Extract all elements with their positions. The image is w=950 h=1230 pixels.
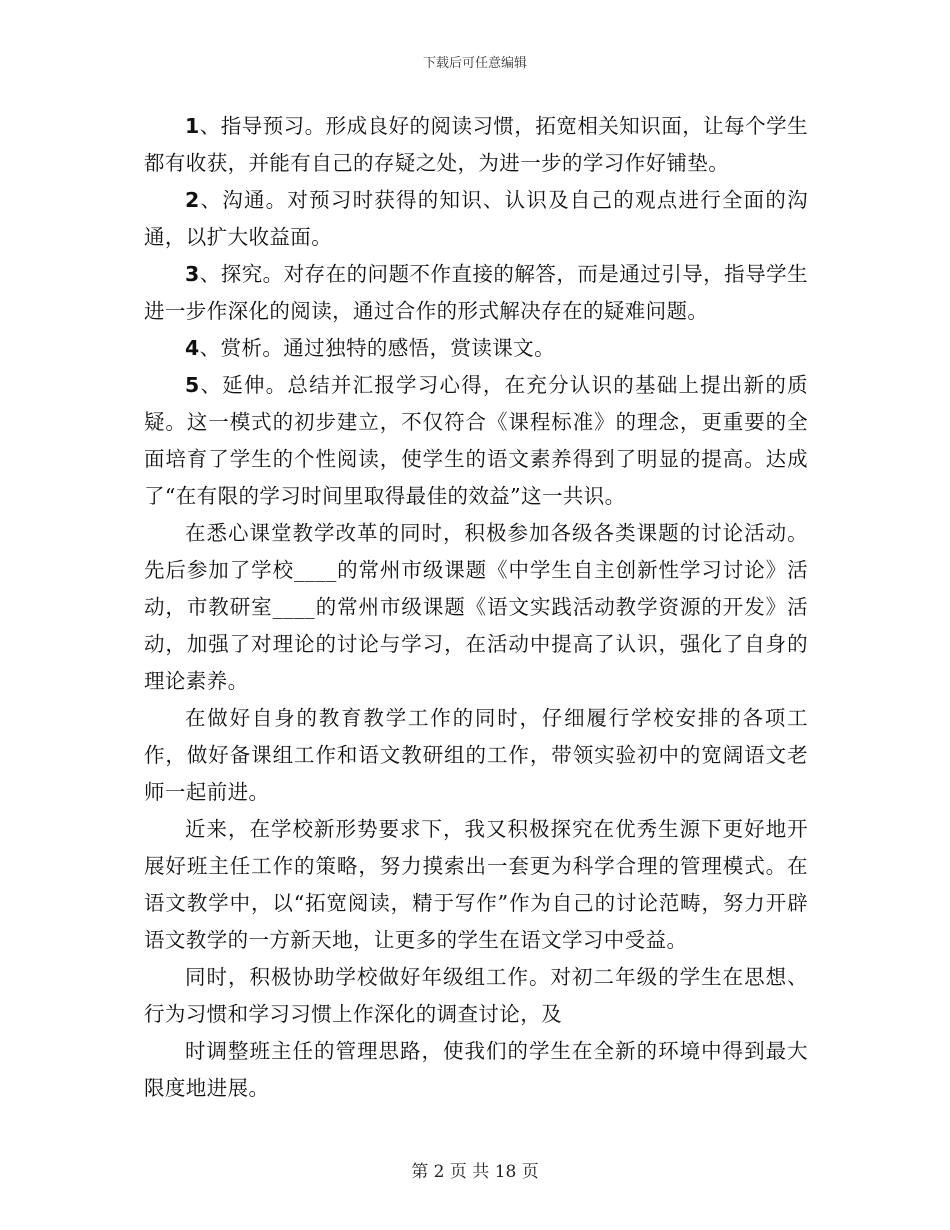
paragraph-3	[144, 256, 808, 330]
page-header: 下载后可任意编辑	[422, 56, 527, 71]
document-body	[144, 108, 808, 1107]
paragraph-text: 、沟通。对预习时获得的知识、认识及自己的观点进行全面的沟通，以扩大收益面。	[144, 188, 808, 249]
paragraph-5	[144, 367, 808, 515]
item-number: 4	[185, 336, 200, 360]
paragraph-text: 时调整班主任的管理思路，使我们的学生在全新的环境中得到最大限度地进展。	[144, 1039, 808, 1100]
paragraph-10	[144, 1033, 808, 1107]
paragraph-text: 在悉心课堂教学改革的同时，积极参加各级各类课题的讨论活动。先后参加了学校____的常州市级课题《中学生自主创新性学习讨论》活动，市教研室____的常州市级课题《语文实践活动教学资源的开发》活动，加强了对理论的讨论与学习，在活动中提高了认识，强化了自身的理论素养。	[144, 521, 808, 693]
item-number: 5	[185, 373, 200, 397]
paragraph-text: 在做好自身的教育教学工作的同时，仔细履行学校安排的各项工作，做好备课组工作和语文教研组的工作，带领实验初中的宽阔语文老师一起前进。	[144, 706, 808, 804]
paragraph-text: 、探究。对存在的问题不作直接的解答，而是通过引导，指导学生进一步作深化的阅读，通过合作的形式解决存在的疑难问题。	[144, 262, 808, 323]
paragraph-text: 、赏析。通过独特的感悟，赏读课文。	[199, 336, 555, 360]
paragraph-8	[144, 811, 808, 959]
paragraph-9	[144, 959, 808, 1033]
paragraph-4	[144, 330, 808, 367]
item-number: 2	[185, 188, 200, 212]
paragraph-6	[144, 515, 808, 700]
paragraph-1	[144, 108, 808, 182]
paragraph-text: 同时，积极协助学校做好年级组工作。对初二年级的学生在思想、行为习惯和学习习惯上作深化的调查讨论，及	[144, 965, 808, 1026]
paragraph-7	[144, 700, 808, 811]
paragraph-2	[144, 182, 808, 256]
paragraph-text: 、指导预习。形成良好的阅读习惯，拓宽相关知识面，让每个学生都有收获，并能有自己的存疑之处，为进一步的学习作好铺垫。	[144, 114, 808, 175]
item-number: 3	[185, 262, 200, 286]
page-footer: 第 2 页 共 18 页	[411, 1162, 539, 1182]
item-number: 1	[185, 114, 200, 138]
paragraph-text: 近来，在学校新形势要求下，我又积极探究在优秀生源下更好地开展好班主任工作的策略，努力摸索出一套更为科学合理的管理模式。在语文教学中，以“拓宽阅读，精于写作”作为自己的讨论范畴，努力开辟语文教学的一方新天地，让更多的学生在语文学习中受益。	[144, 817, 808, 952]
paragraph-text: 、延伸。总结并汇报学习心得，在充分认识的基础上提出新的质疑。这一模式的初步建立，不仅符合《课程标准》的理念，更重要的全面培育了学生的个性阅读，使学生的语文素养得到了明显的提高。达成了“在有限的学习时间里取得最佳的效益”这一共识。	[144, 373, 808, 508]
